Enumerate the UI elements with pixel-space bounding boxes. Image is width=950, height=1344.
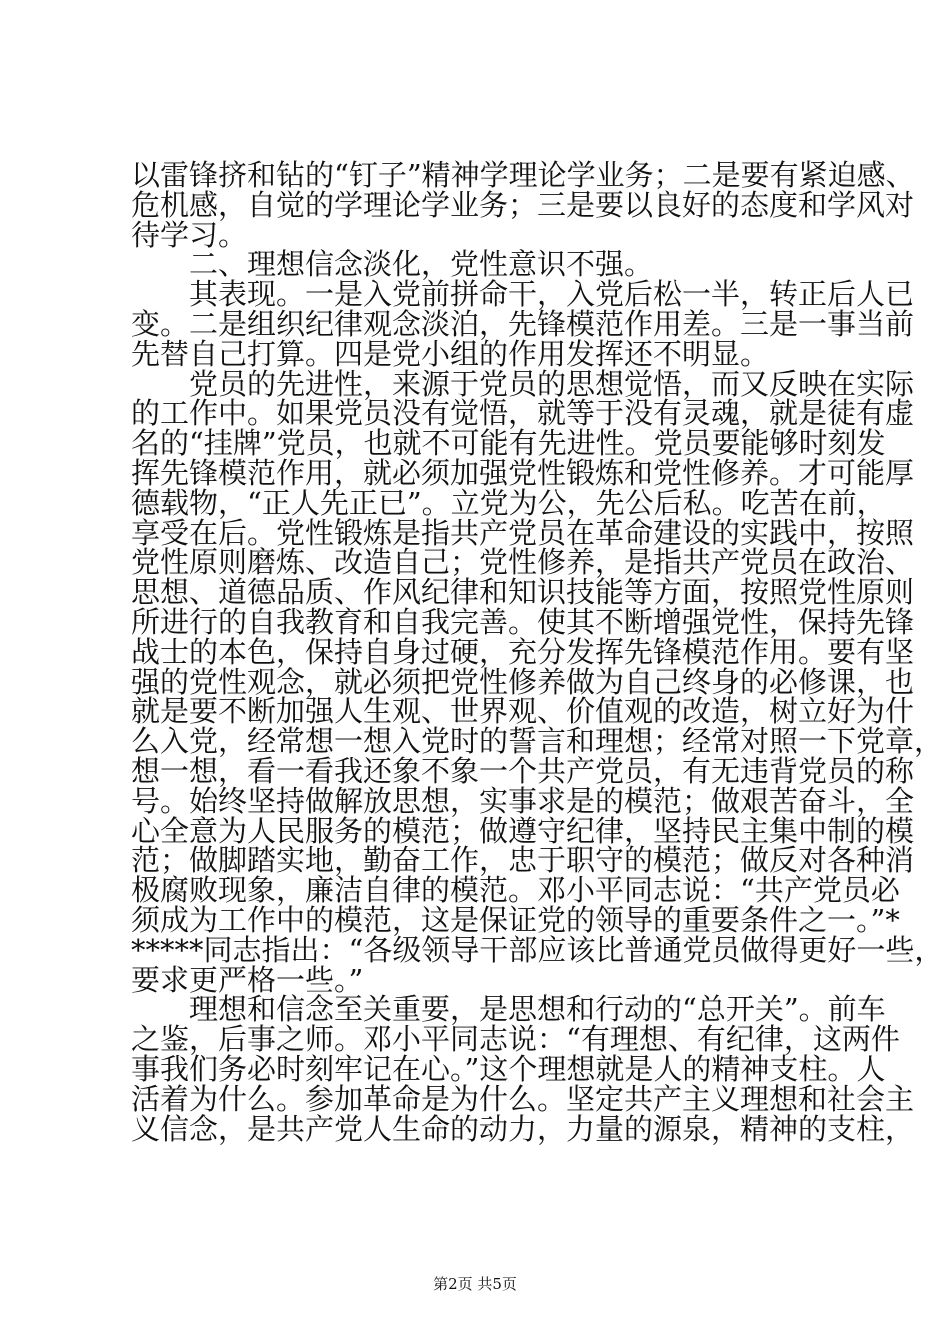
text-line: 极腐败现象，廉洁自律的模范。邓小平同志说：“共产党员必 (131, 873, 900, 908)
text-line: 义信念，是共产党人生命的动力，力量的源泉，精神的支柱， (131, 1111, 915, 1146)
text-line: 变。二是组织纪律观念淡泊，先锋模范作用差。三是一事当前 (131, 306, 915, 341)
text-line: 须成为工作中的模范，这是保证党的领导的重要条件之一。”* (131, 902, 900, 937)
text-line: 的工作中。如果党员没有觉悟，就等于没有灵魂，就是徒有虚 (131, 396, 915, 431)
text-line: 范；做脚踏实地，勤奋工作，忠于职守的模范；做反对各种消 (131, 843, 915, 878)
page-footer: 第2页 共5页 (433, 1275, 517, 1293)
text-line: 活着为什么。参加革命是为什么。坚定共产主义理想和社会主 (131, 1081, 915, 1116)
text-line: 么入党，经常想一想入党时的誓言和理想；经常对照一下党章， (131, 724, 944, 759)
document-body (131, 158, 944, 1146)
text-line: 先替自己打算。四是党小组的作用发挥还不明显。 (131, 336, 770, 371)
text-line: 要求更严格一些。” (131, 962, 364, 997)
text-line: *****同志指出：“各级领导干部应该比普通党员做得更好一些， (131, 932, 944, 967)
text-line: 党性原则磨炼、改造自己；党性修养，是指共产党员在政治、 (131, 545, 915, 580)
text-line: 号。始终坚持做解放思想，实事求是的模范；做艰苦奋斗，全 (131, 783, 915, 818)
text-line: 就是要不断加强人生观、世界观、价值观的改造，树立好为什 (131, 694, 915, 729)
text-line: 党员的先进性，来源于党员的思想觉悟，而又反映在实际 (189, 366, 915, 401)
text-line: 待学习。 (131, 217, 248, 252)
text-line: 其表现。一是入党前拼命干，入党后松一半，转正后人已 (189, 277, 915, 312)
text-line: 之鉴，后事之师。邓小平同志说：“有理想、有纪律，这两件 (131, 1022, 900, 1057)
text-line: 心全意为人民服务的模范；做遵守纪律，坚持民主集中制的模 (131, 813, 915, 848)
text-line: 二、理想信念淡化，党性意识不强。 (189, 247, 654, 282)
text-line: 德载物，“正人先正已”。立党为公，先公后私。吃苦在前， (131, 485, 886, 520)
text-line: 事我们务必时刻牢记在心。”这个理想就是人的精神支柱。人 (131, 1051, 886, 1086)
text-line: 享受在后。党性锻炼是指共产党员在革命建设的实践中，按照 (131, 515, 915, 550)
text-line: 强的党性观念，就必须把党性修养做为自己终身的必修课，也 (131, 664, 915, 699)
text-line: 战士的本色，保持自身过硬，充分发挥先锋模范作用。要有坚 (131, 634, 915, 669)
text-line: 思想、道德品质、作风纪律和知识技能等方面，按照党性原则 (131, 575, 915, 610)
text-line: 挥先锋模范作用，就必须加强党性锻炼和党性修养。才可能厚 (131, 455, 915, 490)
text-line: 想一想，看一看我还象不象一个共产党员，有无违背党员的称 (131, 753, 915, 788)
text-line: 危机感，自觉的学理论学业务；三是要以良好的态度和学风对 (131, 187, 915, 222)
text-line: 所进行的自我教育和自我完善。使其不断增强党性，保持先锋 (131, 604, 915, 639)
text-line: 名的“挂牌”党员，也就不可能有先进性。党员要能够时刻发 (131, 426, 886, 461)
text-line: 理想和信念至关重要，是思想和行动的“总开关”。前车 (189, 992, 886, 1027)
text-line: 以雷锋挤和钻的“钉子”精神学理论学业务；二是要有紧迫感、 (131, 158, 915, 192)
